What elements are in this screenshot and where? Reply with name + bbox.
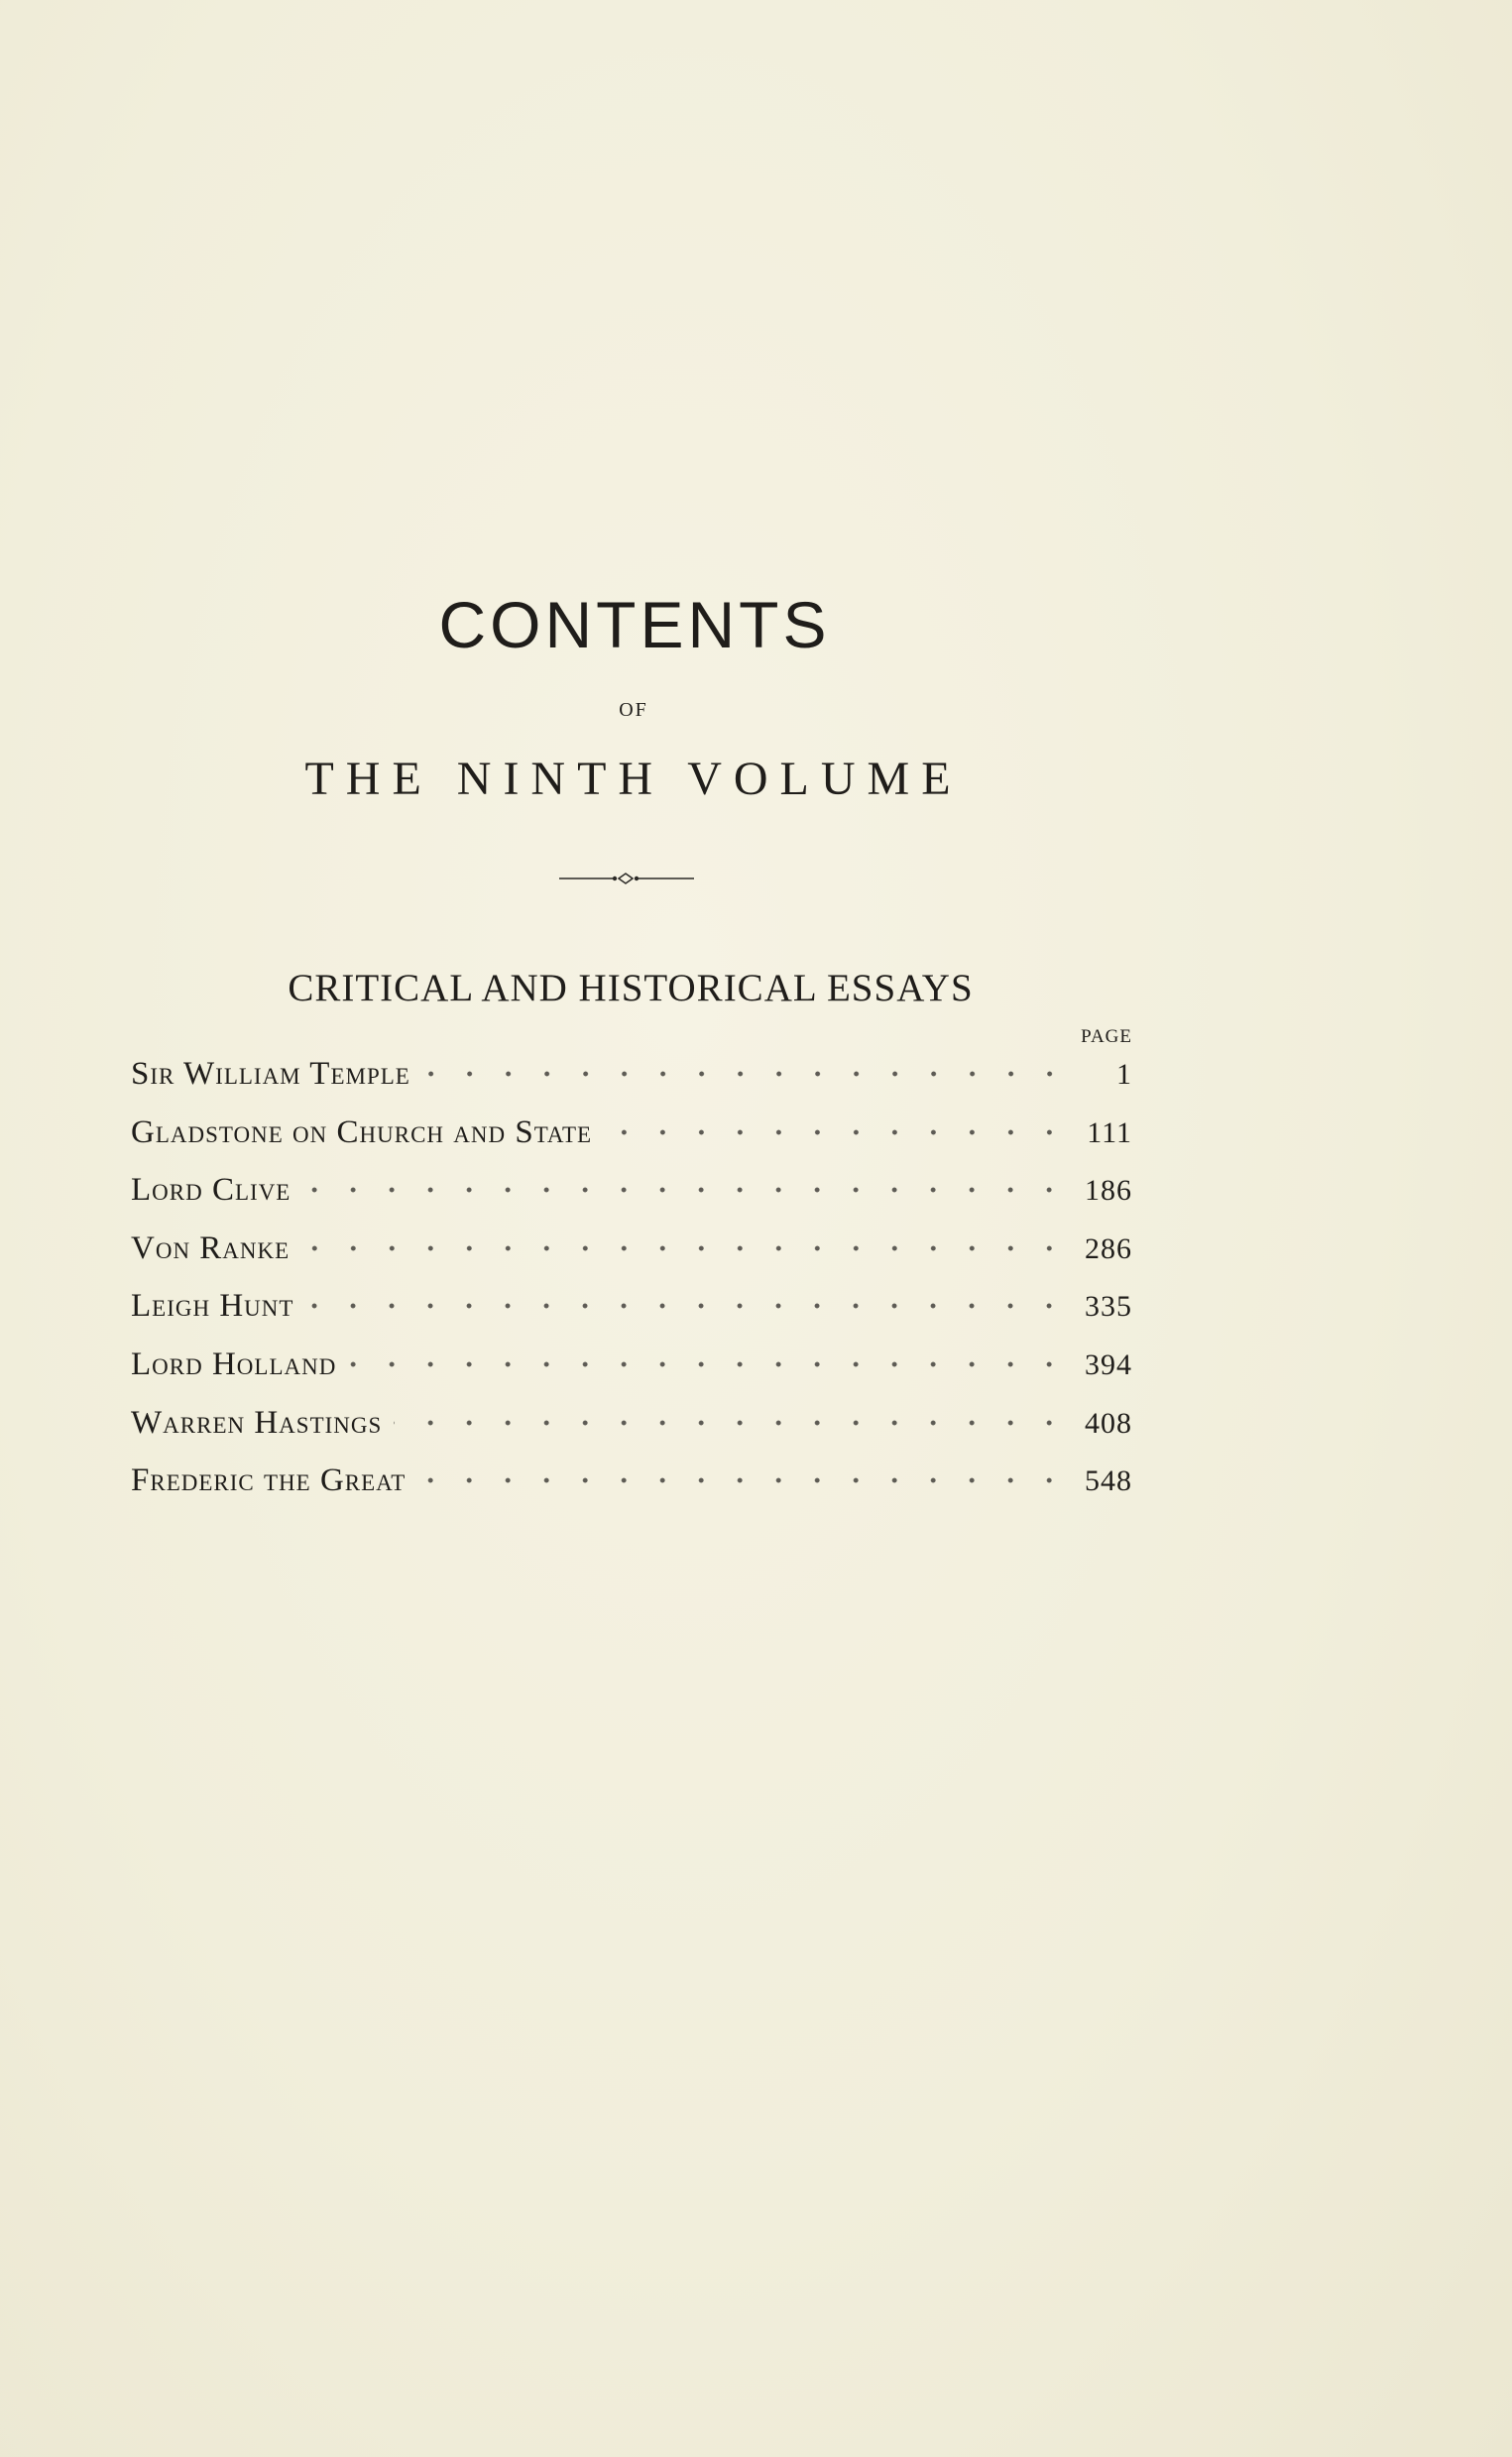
contents-entry	[131, 1403, 1132, 1462]
entry-page: 408	[1085, 1406, 1132, 1440]
dot-leader	[604, 1107, 1069, 1136]
entry-title: Lord Holland	[131, 1346, 337, 1382]
entry-page: 111	[1087, 1115, 1132, 1149]
volume-title: THE NINTH VOLUME	[304, 753, 963, 805]
dot-leader	[394, 1397, 1069, 1427]
entry-page: 186	[1085, 1174, 1132, 1208]
entry-page: 394	[1085, 1347, 1132, 1381]
contents-list	[131, 1054, 1132, 1519]
entry-page: 335	[1085, 1290, 1132, 1324]
entry-title: Frederic the Great	[131, 1462, 407, 1499]
section-heading: CRITICAL AND HISTORICAL ESSAYS	[288, 967, 974, 1009]
contents-entry	[131, 1286, 1132, 1345]
entry-title: Warren Hastings	[131, 1404, 383, 1441]
entry-title: Gladstone on Church and State	[131, 1113, 593, 1150]
title-connector: OF	[619, 699, 648, 721]
entry-page: 286	[1085, 1231, 1132, 1265]
dot-leader	[422, 1048, 1069, 1078]
page-title: CONTENTS	[438, 588, 831, 661]
entry-page: 548	[1085, 1464, 1132, 1498]
page-column-label: PAGE	[1081, 1026, 1132, 1047]
dot-leader	[348, 1339, 1069, 1368]
dot-leader	[301, 1223, 1069, 1252]
entry-title: Von Ranke	[131, 1229, 291, 1266]
dot-leader	[302, 1164, 1069, 1194]
entry-title: Lord Clive	[131, 1172, 291, 1209]
contents-entry	[131, 1170, 1132, 1228]
dot-leader	[417, 1455, 1069, 1484]
contents-entry	[131, 1461, 1132, 1519]
entry-page: 1	[1116, 1058, 1132, 1091]
contents-entry	[131, 1054, 1132, 1112]
entry-title: Leigh Hunt	[131, 1288, 294, 1325]
entry-title: Sir William Temple	[131, 1056, 410, 1092]
contents-entry	[131, 1228, 1132, 1287]
contents-entry	[131, 1112, 1132, 1171]
ornament-divider-icon	[559, 869, 694, 888]
contents-entry	[131, 1345, 1132, 1403]
dot-leader	[305, 1280, 1069, 1310]
